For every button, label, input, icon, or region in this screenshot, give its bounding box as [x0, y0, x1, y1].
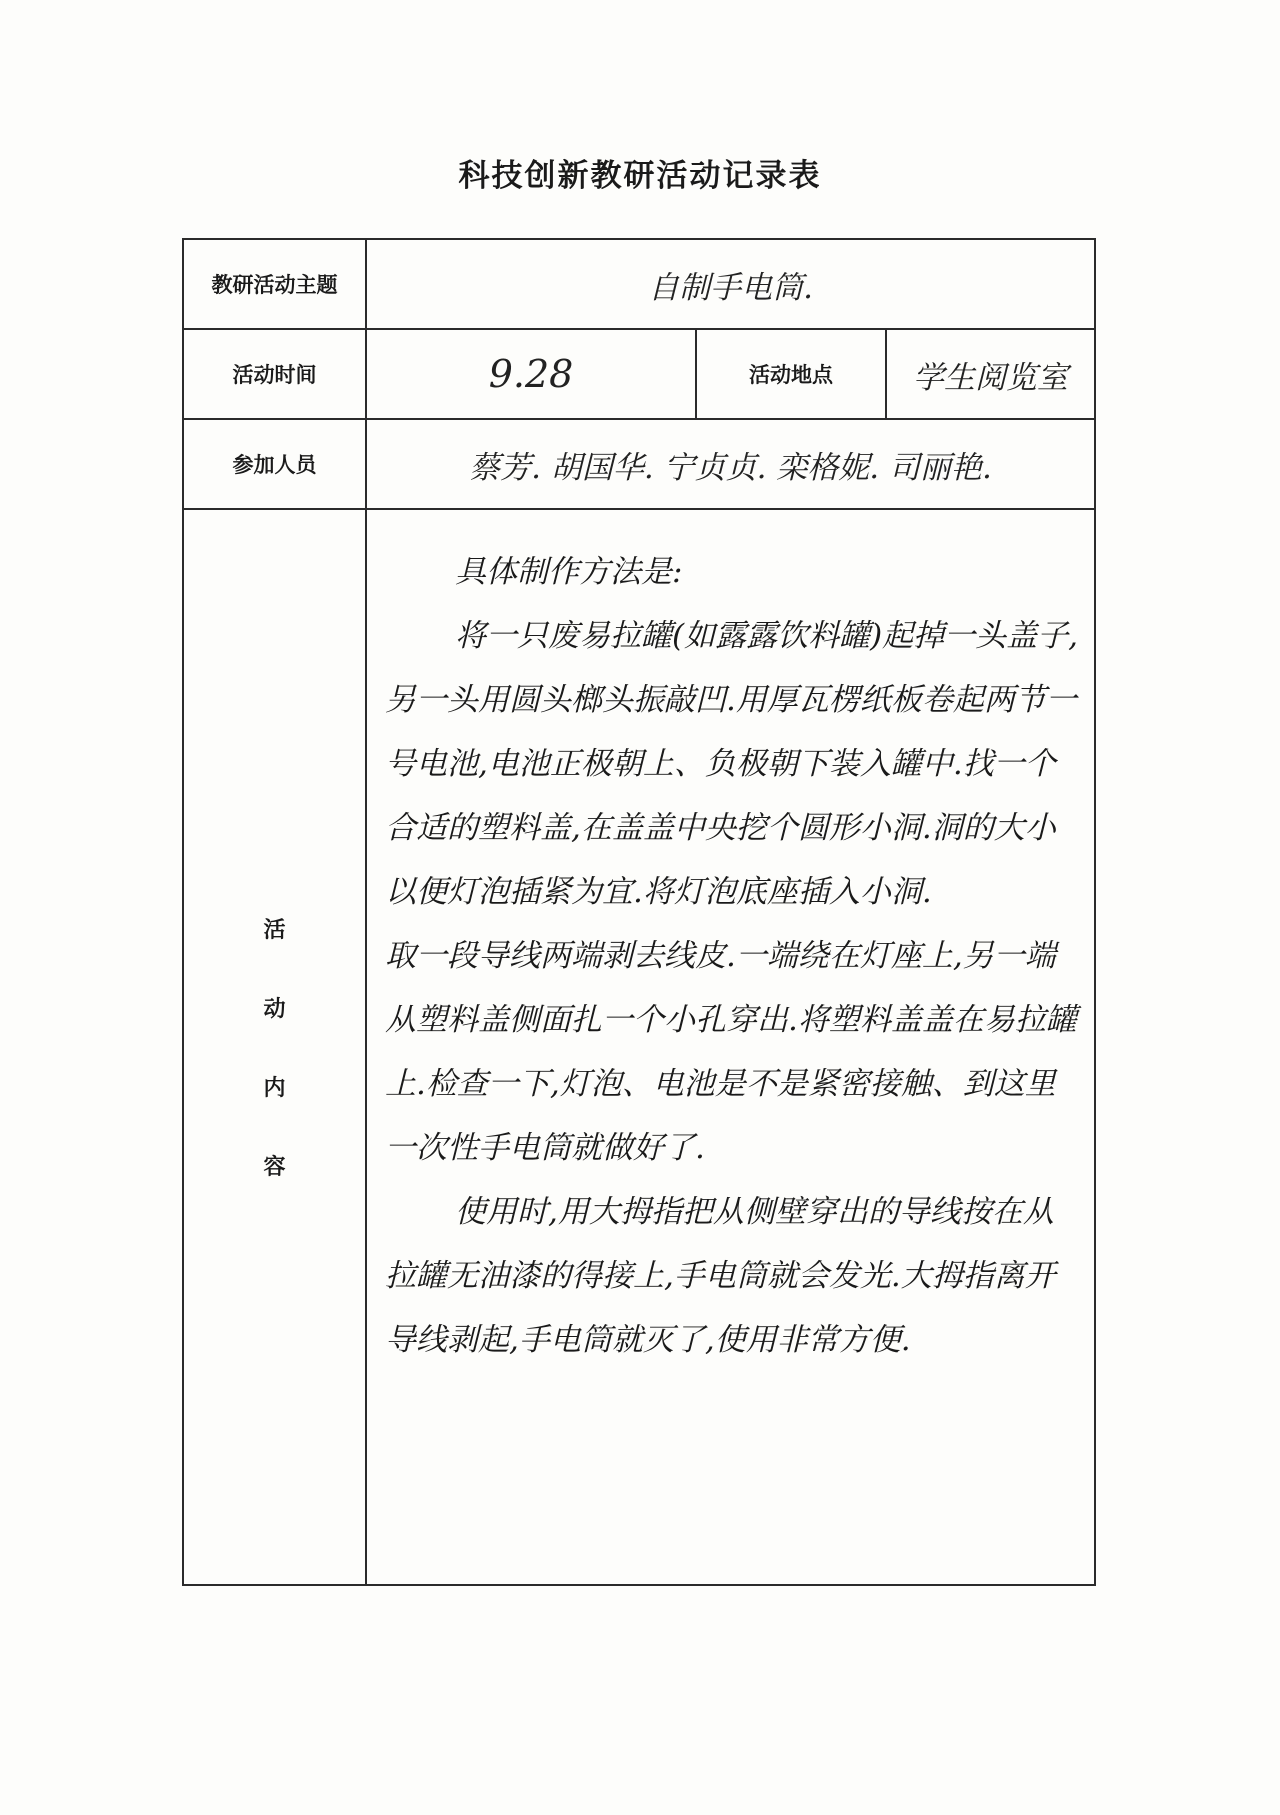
- members-value: 蔡芳. 胡国华. 宁贞贞. 栾格妮. 司丽艳.: [366, 419, 1095, 509]
- content-intro: 具体制作方法是:: [455, 554, 683, 590]
- record-table: [182, 238, 1096, 1586]
- row-time-place: [183, 329, 1095, 419]
- content-paragraph-2: 取一段导线两端剥去线皮.一端绕在灯座上,另一端从塑料盖侧面扎一个小孔穿出.将塑料盖盖在易拉罐上.检查一下,灯泡、电池是不是紧密接触、到这里一次性手电筒就做好了.: [385, 938, 1077, 1166]
- row-content: [183, 509, 1095, 1585]
- content-label-char: 动: [263, 997, 286, 1022]
- row-topic: [183, 239, 1095, 329]
- place-value: 学生阅览室: [886, 329, 1095, 419]
- topic-value: 自制手电筒.: [366, 239, 1095, 329]
- topic-label: 教研活动主题: [183, 239, 366, 329]
- content-body: [366, 509, 1095, 1585]
- content-label-char: 容: [263, 1155, 286, 1180]
- page-title: 科技创新教研活动记录表: [458, 158, 822, 194]
- members-label: 参加人员: [183, 419, 366, 509]
- content-label-char: 内: [263, 1076, 286, 1101]
- content-paragraph-1: 将一只废易拉罐(如露露饮料罐)起掉一头盖子,另一头用圆头榔头振敲凹.用厚瓦楞纸板卷起两节一号电池,电池正极朝上、负极朝下装入罐中.找一个合适的塑料盖,在盖盖中央挖个圆形小洞.洞的大小以便灯泡插紧为宜.将灯泡底座插入小洞.: [385, 618, 1079, 910]
- content-label-char: 活: [263, 918, 286, 943]
- place-label: 活动地点: [696, 329, 886, 419]
- content-label: [183, 509, 366, 1585]
- time-label: 活动时间: [183, 329, 366, 419]
- content-paragraph-3: 使用时,用大拇指把从侧壁穿出的导线按在从拉罐无油漆的得接上,手电筒就会发光.大拇指离开导线剥起,手电筒就灭了,使用非常方便.: [385, 1194, 1056, 1358]
- row-members: [183, 419, 1095, 509]
- time-value: 9.28: [366, 329, 696, 419]
